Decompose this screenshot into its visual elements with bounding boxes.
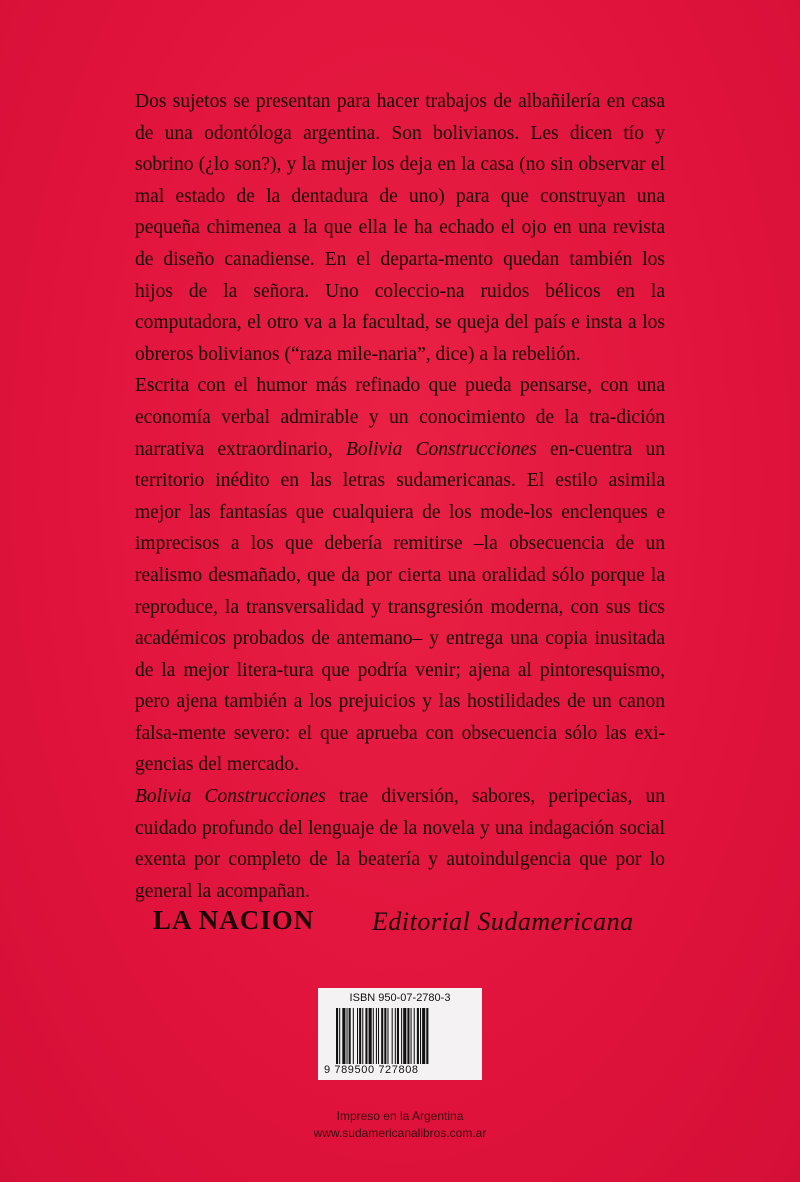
blurb-text: [135, 86, 665, 907]
blurb-p2-intro: Escrita con el humor más refinado que pueda pensarse, con una economía verbal admirable y un conocimiento de la tra-dición narrativa extraordinario,: [135, 375, 665, 460]
publisher-url: www.sudamericanalibros.com.ar: [313, 1126, 487, 1140]
isbn-barcode: [318, 988, 482, 1080]
barcode-digits: 9 789500 727808: [324, 1064, 419, 1076]
la-nacion-logo: LA NACION: [153, 905, 315, 935]
publisher-logos: [135, 905, 665, 945]
book-title-italic: Bolivia Construcciones: [135, 786, 326, 808]
blurb-paragraph-2: [135, 370, 665, 781]
blurb-p3-body: trae diversión, sabores, peripecias, un cuidado profundo del lenguaje de la novela y una indagación social exenta por completo de la beatería y autoindulgencia que por lo general la acompañan.: [135, 786, 665, 902]
book-title-italic: Bolivia Construcciones: [346, 438, 537, 460]
editorial-sudamericana-logo: Editorial Sudamericana: [372, 907, 634, 936]
barcode-bars-icon: [336, 1008, 466, 1064]
printed-in: Impreso en la Argentina: [336, 1109, 464, 1123]
blurb-p2-body: en-cuentra un territorio inédito en las letras sudamericanas. El estilo asimila mejor las fantasías que cualquiera de los mode-los enclenques e imprecisos a los que debería remitirse –la obsecuencia de un realismo desmañado, que da por cierta una oralidad sólo porque la reproduce, la transversalidad y transgresión moderna, con sus tics académicos probados de antemano– y entrega una copia inusitada de la mejor litera-tura que podría venir; ajena al pintoresquismo, pero ajena también a los prejuicios y las hostilidades de un canon falsa-mente severo: el que aprueba con obsecuencia sólo las exi-gencias del mercado.: [135, 438, 665, 776]
blurb-paragraph-1: Dos sujetos se presentan para hacer trabajos de albañilería en casa de una odontóloga argentina. Son bolivianos. Les dicen tío y sobrino (¿lo son?), y la mujer los deja en la casa (no sin observar el mal estado de la dentadura de uno) para que construyan una pequeña chimenea a la que ella le ha echado el ojo en una revista de diseño canadiense. En el departa-mento quedan también los hijos de la señora. Uno coleccio-na ruidos bélicos en la computadora, el otro va a la facultad, se queja del país e insta a los obreros bolivianos (“raza mile-naria”, dice) a la rebelión.: [135, 91, 665, 365]
isbn-number: ISBN 950-07-2780-3: [349, 992, 451, 1004]
blurb-paragraph-3: [135, 781, 665, 907]
footer: [0, 1108, 800, 1142]
